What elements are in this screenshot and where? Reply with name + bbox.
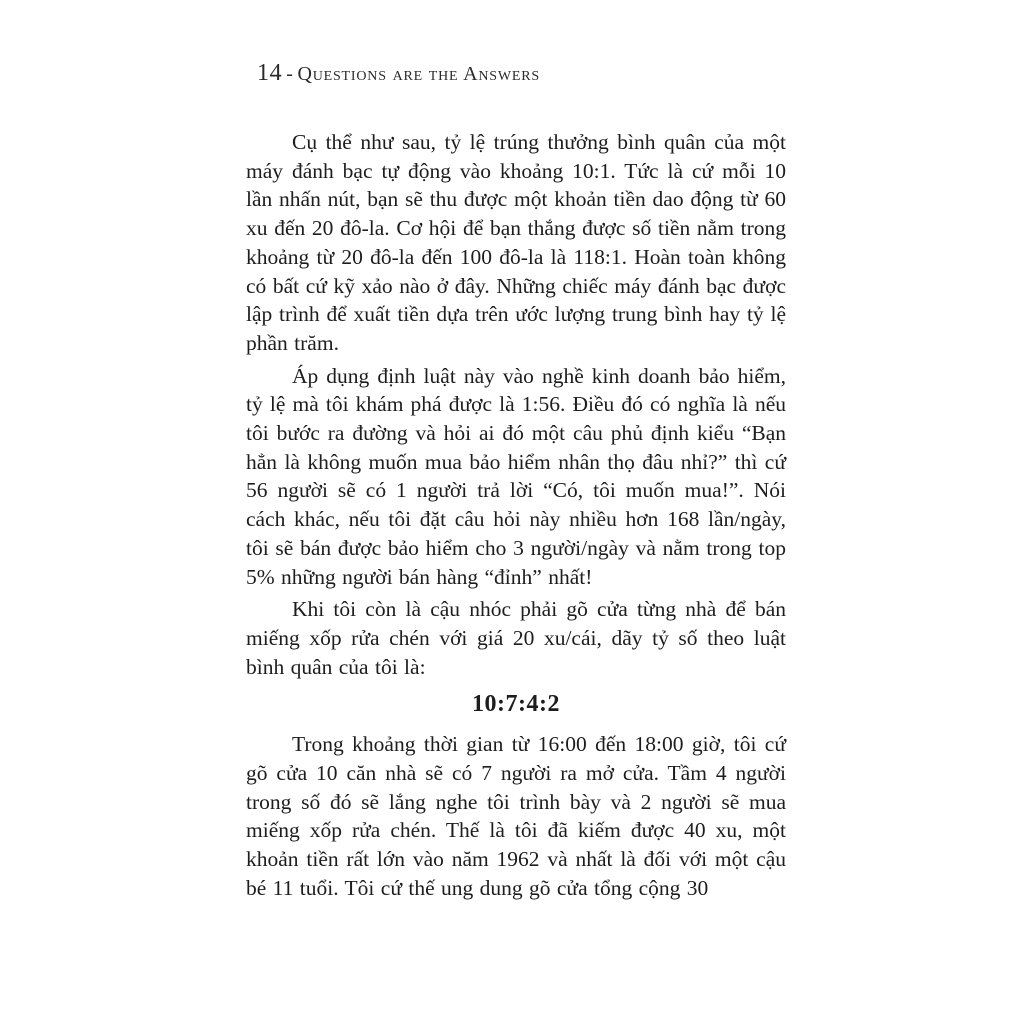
paragraph-1: Cụ thể như sau, tỷ lệ trúng thưởng bình quân của một máy đánh bạc tự động vào khoảng 10:1. Tức là cứ mỗi 10 lần nhấn nút, bạn sẽ thu được một khoản tiền dao động từ 60 xu đến 20 đô-la. Cơ hội để bạn thắng được số tiền nằm trong khoảng từ 20 đô-la đến 100 đô-la là 118:1. Hoàn toàn không có bất cứ kỹ xảo nào ở đây. Những chiếc máy đánh bạc được lập trình để xuất tiền dựa trên ước lượng trung bình hay tỷ lệ phần trăm. — [246, 130, 786, 355]
paragraph-2: Áp dụng định luật này vào nghề kinh doanh bảo hiểm, tỷ lệ mà tôi khám phá được là 1:56. Điều đó có nghĩa là nếu tôi bước ra đường và hỏi ai đó một câu phủ định kiểu “Bạn hẳn là không muốn mua bảo hiểm nhân thọ đâu nhỉ?” thì cứ 56 người sẽ có 1 người trả lời “Có, tôi muốn mua!”. Nói cách khác, nếu tôi đặt câu hỏi này nhiều hơn 168 lần/ngày, tôi sẽ bán được bảo hiểm cho 3 người/ngày và nằm trong top 5% những người bán hàng “đỉnh” nhất! — [246, 363, 786, 589]
ratio-line: 10:7:4:2 — [472, 691, 560, 718]
running-header — [257, 60, 540, 87]
chapter-title: Questions are the Answers — [297, 63, 540, 85]
page-number: 14 — [257, 60, 283, 86]
header-separator: - — [286, 63, 294, 85]
body-text — [246, 128, 786, 907]
paragraph-3: Khi tôi còn là cậu nhóc phải gõ cửa từng nhà để bán miếng xốp rửa chén với giá 20 xu/cái, dãy tỷ số theo luật bình quân của tôi là: — [246, 597, 786, 679]
paragraph-4: Trong khoảng thời gian từ 16:00 đến 18:00 giờ, tôi cứ gõ cửa 10 căn nhà sẽ có 7 người ra mở cửa. Tầm 4 người trong số đó sẽ lắng nghe tôi trình bày và 2 người sẽ mua miếng xốp rửa chén. Thế là tôi đã kiếm được 40 xu, một khoản tiền rất lớn vào năm 1962 và nhất là đối với một cậu bé 11 tuổi. Tôi cứ thế ung dung gõ cửa tổng cộng 30 — [246, 732, 786, 900]
